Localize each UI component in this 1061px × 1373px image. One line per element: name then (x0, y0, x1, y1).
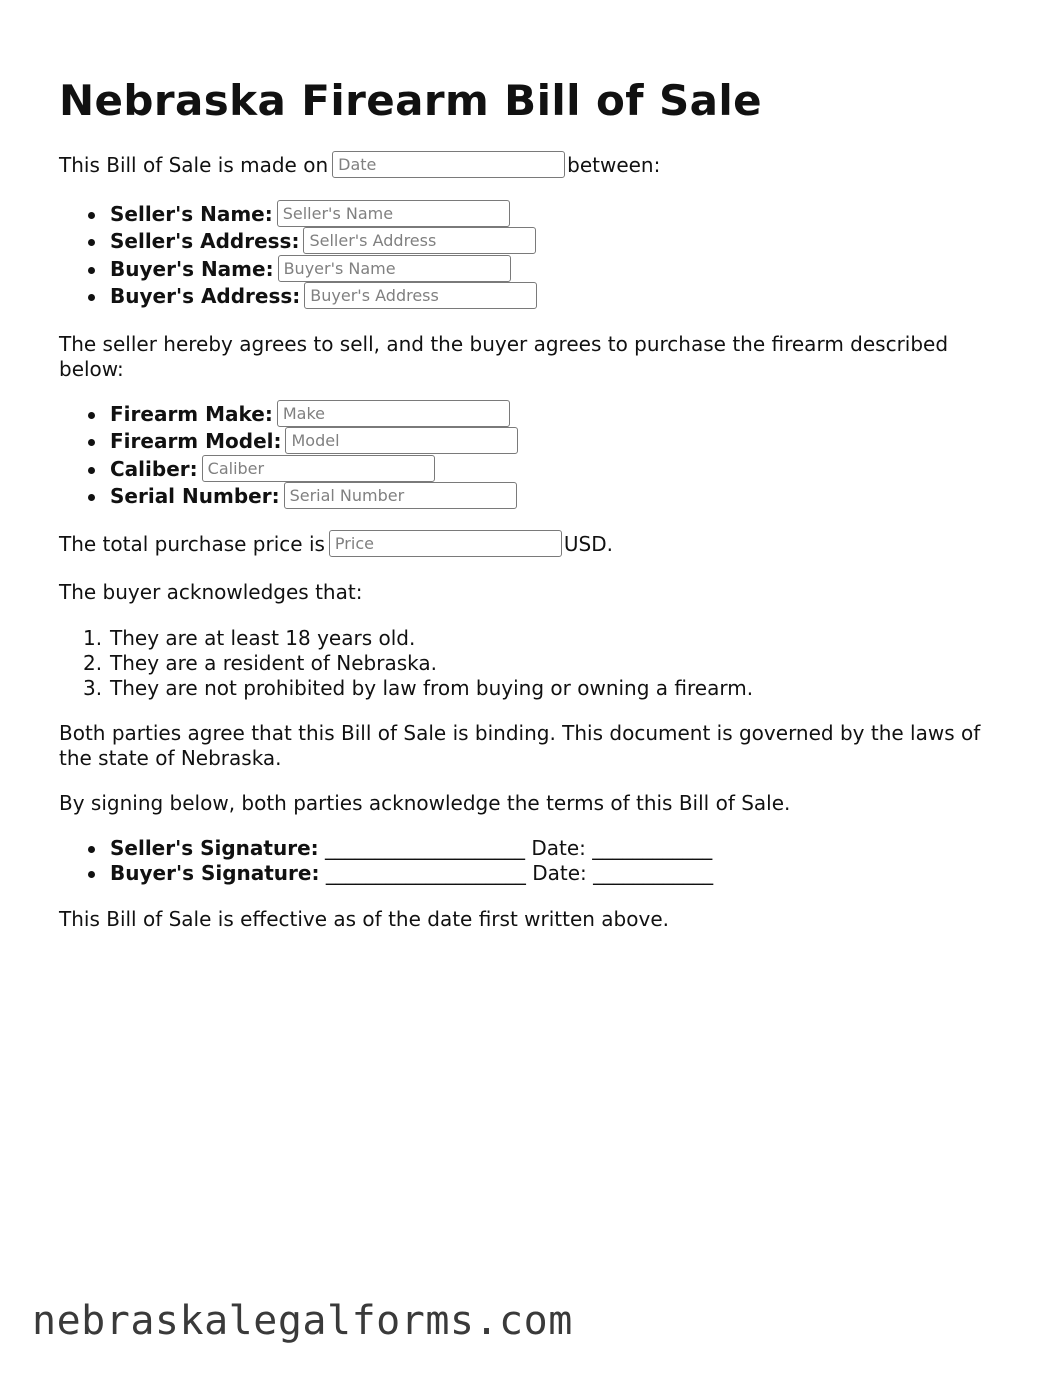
acknowledge-intro (59, 580, 1004, 605)
ack-number: 1. (83, 626, 103, 650)
binding-text: Both parties agree that this Bill of Sale is binding. This document is governed by the laws of the state of Nebraska. (59, 721, 981, 770)
list-item-seller-name (110, 201, 1004, 228)
buyer-name-input[interactable] (278, 255, 511, 282)
firearm-fields-list (59, 401, 1004, 510)
seller-address-input[interactable] (303, 227, 536, 254)
seller-date-label: Date: (531, 836, 586, 860)
caliber-label: Caliber: (110, 456, 198, 481)
effective-text: This Bill of Sale is effective as of the date first written above. (59, 907, 669, 931)
ack-number: 2. (83, 651, 103, 675)
intro-paragraph (59, 153, 1004, 178)
list-item-ack-2 (83, 651, 1004, 676)
date-input[interactable] (332, 151, 565, 178)
effective-paragraph (59, 907, 1004, 932)
seller-name-label: Seller's Name: (110, 202, 273, 226)
serial-number-label: Serial Number: (110, 483, 280, 508)
ack-text: They are not prohibited by law from buying or owning a firearm. (110, 676, 754, 700)
ack-text: They are a resident of Nebraska. (110, 651, 437, 675)
caliber-input[interactable] (202, 455, 435, 482)
firearm-model-label: Firearm Model: (110, 429, 282, 454)
seller-signature-label: Seller's Signature: (110, 836, 319, 860)
ack-text: They are at least 18 years old. (110, 626, 416, 650)
buyer-signature-line: ____________________ (325, 861, 526, 885)
firearm-model-input[interactable] (285, 427, 518, 454)
buyer-name-label: Buyer's Name: (110, 256, 274, 281)
intro-before-text: This Bill of Sale is made on (59, 153, 329, 177)
intro-after-text: between: (567, 153, 661, 177)
list-item-firearm-model (110, 428, 1004, 455)
document-title: Nebraska Firearm Bill of Sale (59, 76, 763, 125)
buyer-signature-label: Buyer's Signature: (110, 861, 320, 885)
list-item-seller-address (110, 228, 1004, 255)
binding-paragraph (59, 721, 1004, 771)
seller-address-label: Seller's Address: (110, 229, 300, 254)
list-item-seller-signature (110, 836, 1004, 861)
list-item-buyer-signature (110, 861, 1004, 886)
firearm-make-input[interactable] (277, 400, 510, 427)
seller-signature-line: ____________________ (325, 836, 525, 860)
buyer-address-label: Buyer's Address: (110, 283, 301, 308)
price-input[interactable] (329, 530, 562, 557)
price-paragraph (59, 532, 1004, 557)
seller-name-input[interactable] (277, 200, 510, 227)
site-watermark: nebraskalegalforms.com (32, 1298, 573, 1344)
ack-number: 3. (83, 676, 103, 700)
price-before-text: The total purchase price is (59, 532, 325, 556)
list-item-ack-1 (83, 626, 1004, 651)
seller-date-line: ____________ (592, 836, 713, 860)
list-item-firearm-make (110, 401, 1004, 428)
list-item-ack-3 (83, 676, 1004, 701)
signatures-list (59, 836, 1004, 886)
list-item-buyer-name (110, 256, 1004, 283)
acknowledgements-list (59, 626, 1004, 701)
party-fields-list (59, 201, 1004, 310)
buyer-date-line: ____________ (593, 861, 714, 885)
buyer-date-label: Date: (532, 861, 587, 885)
signing-paragraph (59, 791, 1004, 816)
acknowledge-intro-text: The buyer acknowledges that: (59, 580, 363, 604)
price-after-text: USD. (563, 532, 614, 556)
list-item-caliber (110, 456, 1004, 483)
agreement-paragraph (59, 332, 1004, 382)
serial-number-input[interactable] (284, 482, 517, 509)
buyer-address-input[interactable] (304, 282, 537, 309)
firearm-make-label: Firearm Make: (110, 402, 273, 426)
list-item-buyer-address (110, 283, 1004, 310)
agreement-text: The seller hereby agrees to sell, and the buyer agrees to purchase the firearm described below: (59, 332, 949, 381)
signing-text: By signing below, both parties acknowledge the terms of this Bill of Sale. (59, 791, 791, 815)
list-item-serial-number (110, 483, 1004, 510)
